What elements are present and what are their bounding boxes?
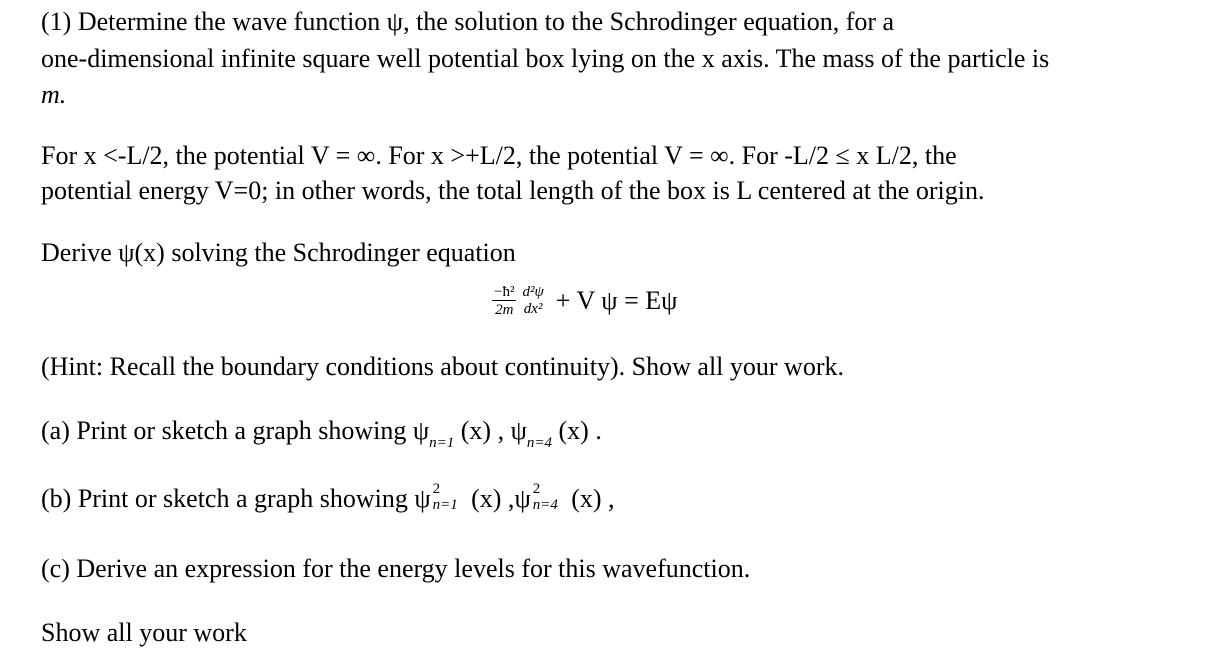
part-b-sup1: 2 bbox=[432, 481, 441, 498]
part-a-psi2: ψ bbox=[510, 416, 527, 445]
intro-line-1: (1) Determine the wave function ψ, the solution to the Schrodinger equation, for a bbox=[41, 7, 895, 36]
part-a-arg1: (x) , bbox=[454, 416, 511, 445]
part-a-arg2: (x) . bbox=[552, 416, 602, 445]
equation-frac1-denominator: 2m bbox=[495, 301, 514, 318]
intro-line-2: one-dimensional infinite square well potential box lying on the x axis. The mass of the particle is bbox=[41, 44, 1050, 73]
part-b-arg2: (x) , bbox=[564, 484, 615, 513]
part-b-prefix: (b) Print or sketch a graph showing bbox=[41, 484, 415, 513]
part-a bbox=[41, 416, 602, 451]
equation-frac2-denominator: dx² bbox=[523, 301, 543, 317]
part-b-sub2: n=4 bbox=[532, 497, 558, 514]
potential-line-2: potential energy V=0; in other words, the total length of the box is L centered at the origin. bbox=[41, 176, 985, 205]
closing-line: Show all your work bbox=[41, 618, 247, 647]
part-a-sub1: n=1 bbox=[429, 435, 455, 451]
equation-frac1-numerator: −ħ² bbox=[494, 283, 515, 300]
potential-line-1: For x <-L/2, the potential V = ∞. For x >+L/2, the potential V = ∞. For -L/2 ≤ x L/2, the bbox=[41, 141, 957, 170]
part-a-psi1: ψ bbox=[412, 416, 430, 445]
part-b-arg1: (x) , bbox=[464, 484, 515, 513]
part-c: (c) Derive an expression for the energy levels for this wavefunction. bbox=[41, 554, 751, 583]
intro-line-3: m. bbox=[41, 80, 67, 109]
hint-line: (Hint: Recall the boundary conditions about continuity). Show all your work. bbox=[41, 352, 844, 381]
part-b-script2 bbox=[531, 481, 565, 516]
equation-frac2-numerator: d²ψ bbox=[522, 284, 544, 300]
derive-line: Derive ψ(x) solving the Schrodinger equation bbox=[41, 238, 516, 267]
part-a-sub2: n=4 bbox=[526, 435, 552, 451]
part-b-psi1: ψ bbox=[414, 484, 431, 513]
equation-fraction-hbar bbox=[492, 285, 516, 318]
part-b-psi2: ψ bbox=[514, 484, 531, 513]
equation-rest: + V ψ = Eψ bbox=[555, 286, 678, 315]
part-b bbox=[41, 481, 615, 516]
part-a-prefix: (a) Print or sketch a graph showing bbox=[41, 416, 413, 445]
part-b-sub1: n=1 bbox=[432, 497, 458, 514]
part-b-sup2: 2 bbox=[532, 481, 541, 498]
part-b-script1 bbox=[431, 481, 465, 516]
equation-fraction-derivative bbox=[520, 285, 545, 317]
